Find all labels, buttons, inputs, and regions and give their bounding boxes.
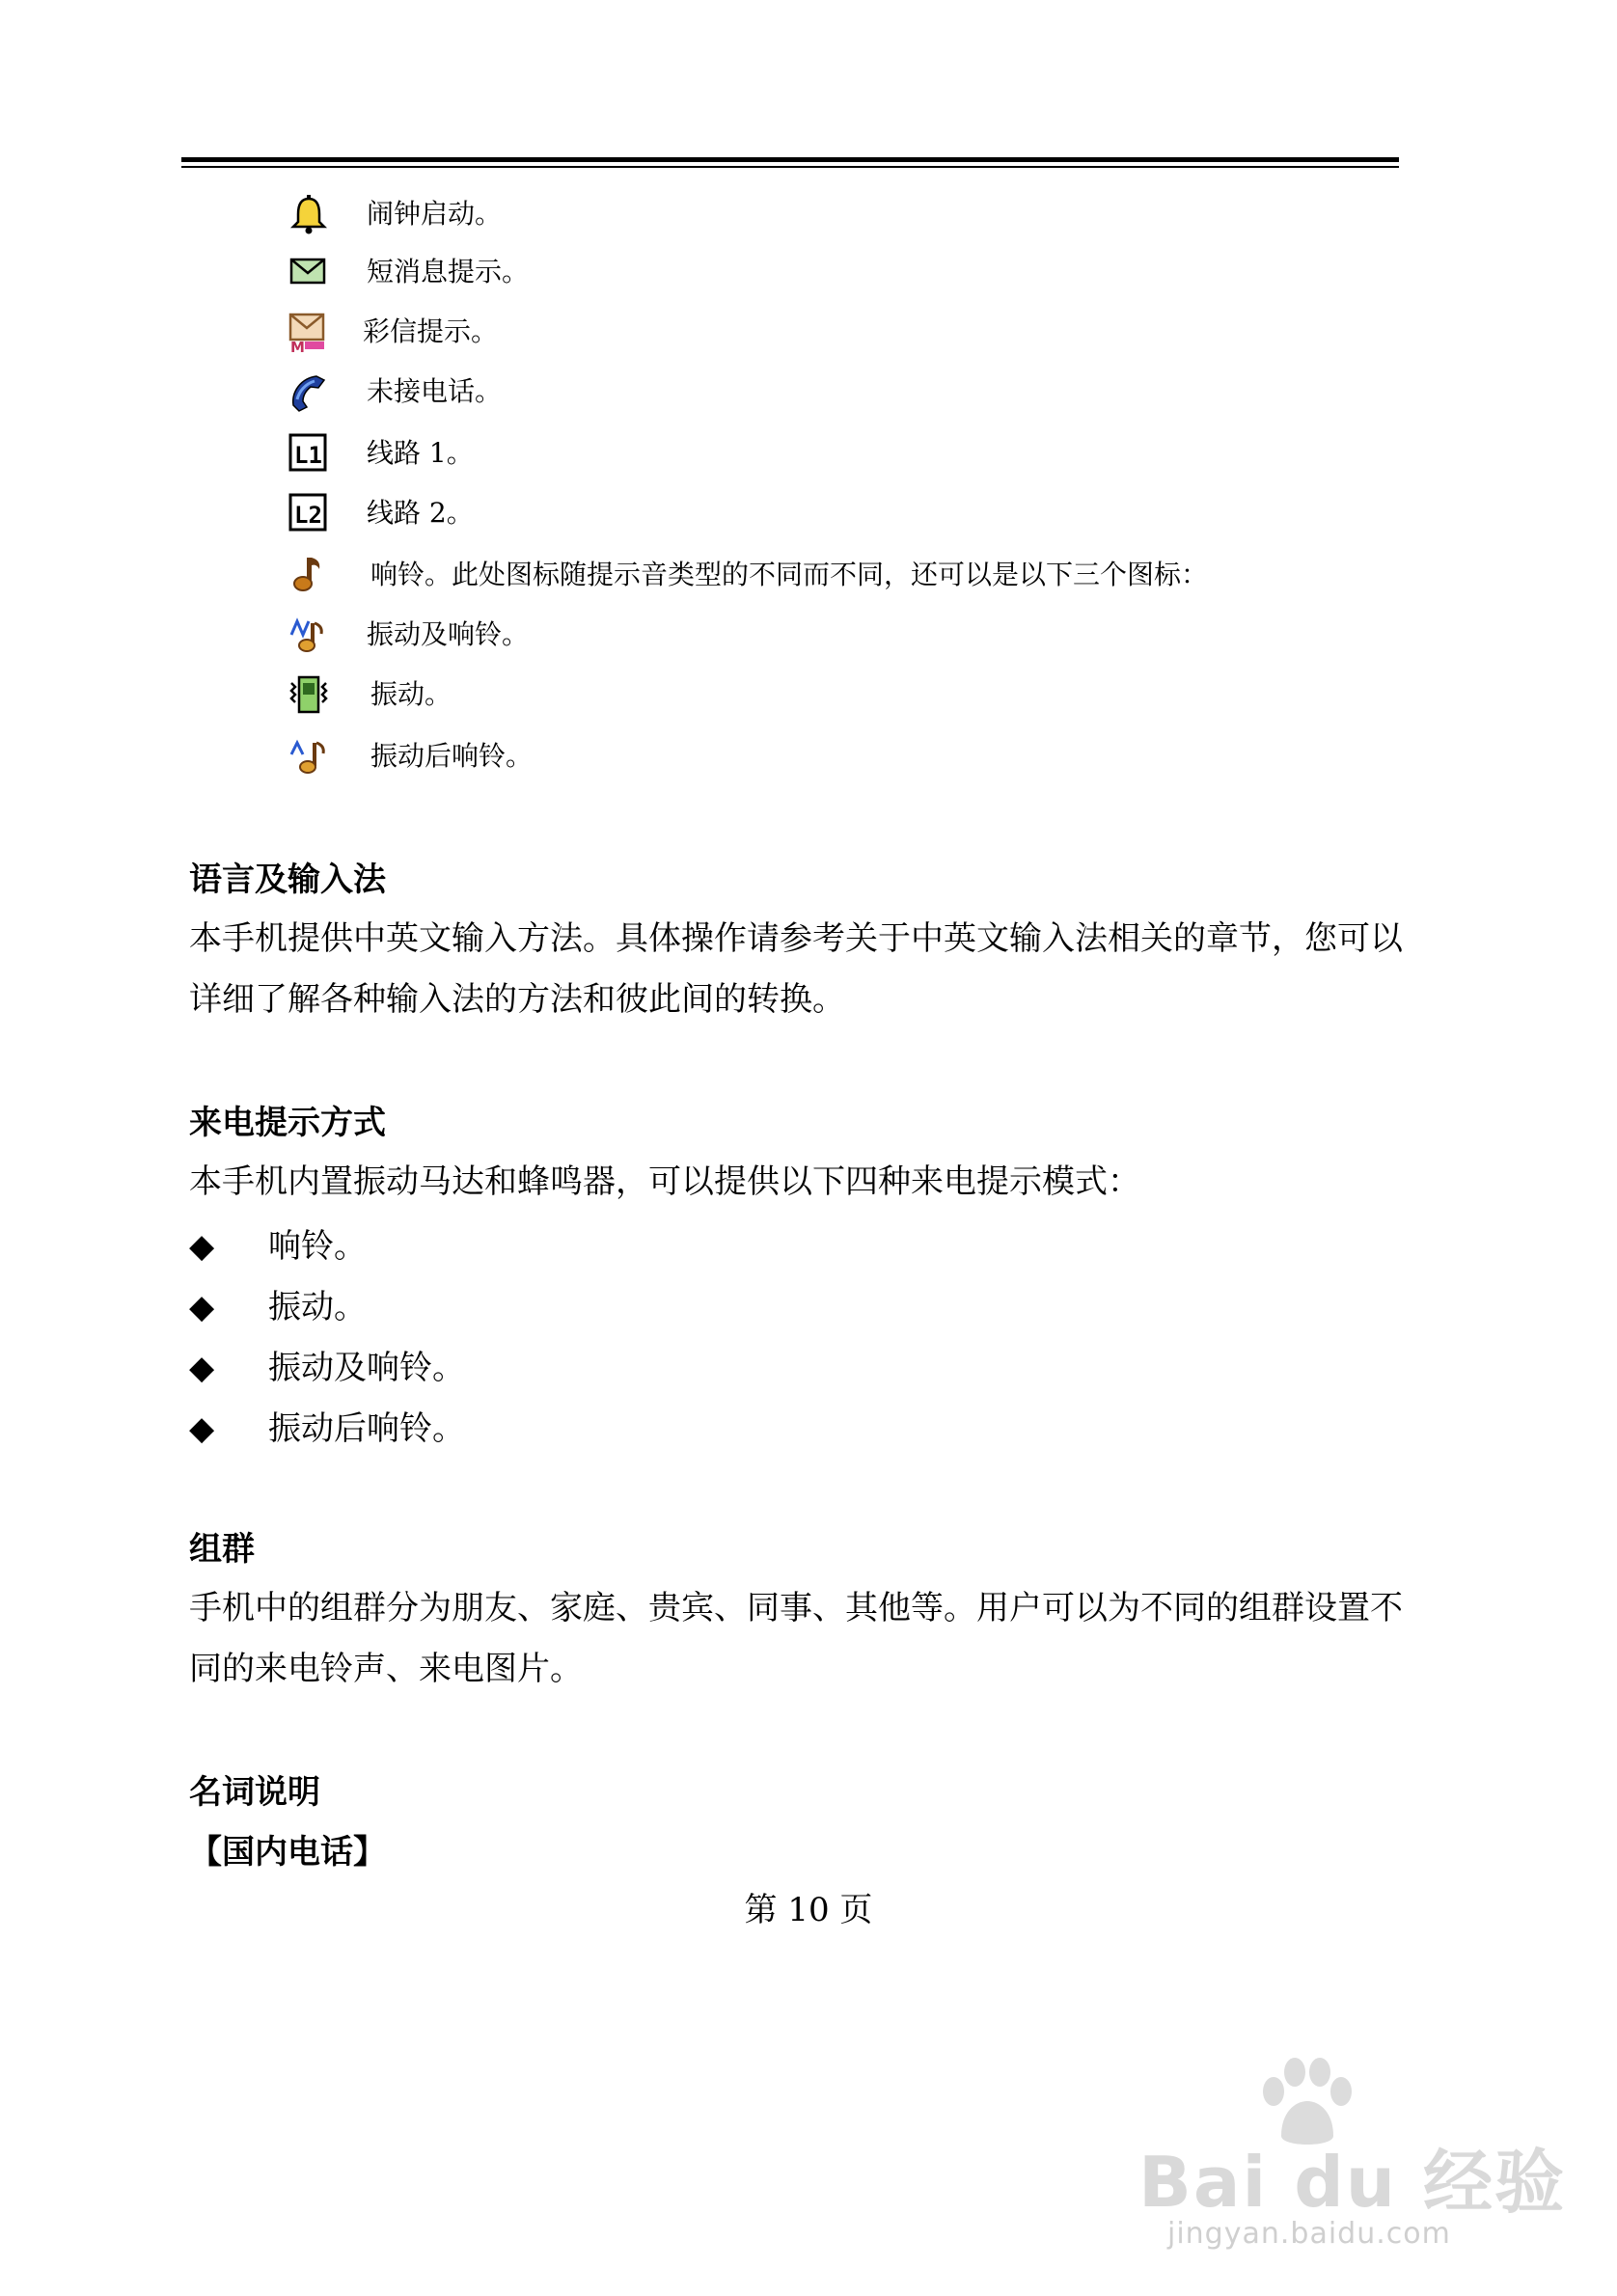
icon-legend-label: 线路 1。 <box>367 437 474 469</box>
envelope-icon <box>288 251 330 293</box>
line-2-icon <box>288 492 330 534</box>
watermark-url: jingyan.baidu.com <box>1167 2217 1451 2251</box>
watermark-brand: Bai du 经验 <box>1138 2142 1567 2223</box>
diamond-bullet-icon: ◆ <box>189 1288 215 1326</box>
icon-legend-label: 彩信提示。 <box>363 315 499 347</box>
diamond-bullet-icon: ◆ <box>189 1409 215 1448</box>
section-heading-language: 语言及输入法 <box>189 861 386 899</box>
section-intro-ring-mode: 本手机内置振动马达和蜂鸣器，可以提供以下四种来电提示模式： <box>189 1162 1140 1201</box>
list-item-text: 振动及响铃。 <box>268 1349 465 1387</box>
line-2-glyph: L2 <box>294 502 322 529</box>
page-number: 第 10 页 <box>744 1891 873 1929</box>
section-body-language: 本手机提供中英文输入方法。具体操作请参考关于中英文输入法相关的章节，您可以详细了解各种输入法的方法和彼此间的转换。 <box>189 919 1403 1019</box>
missed-call-handset-icon <box>288 370 330 413</box>
icon-legend-label: 未接电话。 <box>367 375 503 407</box>
mms-glyph: M <box>290 339 305 353</box>
header-rule-thick <box>181 157 1399 162</box>
list-item-text: 振动。 <box>268 1288 367 1326</box>
mms-envelope-icon <box>288 311 330 353</box>
baidu-jingyan-watermark <box>1138 2055 1567 2251</box>
alarm-bell-icon <box>288 193 330 235</box>
list-item-text: 振动后响铃。 <box>268 1409 465 1448</box>
diamond-bullet-icon: ◆ <box>189 1227 215 1266</box>
vibrate-and-ring-icon <box>288 614 330 656</box>
icon-legend-label: 闹钟启动。 <box>367 198 503 230</box>
icon-legend-label: 短消息提示。 <box>367 256 530 287</box>
ring-note-icon <box>288 554 330 596</box>
icon-legend-label: 振动。 <box>370 678 452 710</box>
section-body-groups: 手机中的组群分为朋友、家庭、贵宾、同事、其他等。用户可以为不同的组群设置不同的来电铃声、来电图片。 <box>189 1589 1403 1688</box>
icon-legend-label: 振动及响铃。 <box>367 618 530 650</box>
section-subheading-domestic-call: 【国内电话】 <box>189 1833 386 1872</box>
diamond-bullet-icon: ◆ <box>189 1349 215 1387</box>
icon-legend-label: 振动后响铃。 <box>370 740 534 772</box>
section-heading-glossary: 名词说明 <box>189 1773 320 1812</box>
line-1-glyph: L1 <box>294 442 322 469</box>
line-1-icon <box>288 432 330 475</box>
section-heading-ring-mode: 来电提示方式 <box>189 1104 386 1142</box>
list-item-text: 响铃。 <box>268 1227 367 1266</box>
icon-legend-label: 线路 2。 <box>367 497 474 529</box>
icon-legend-label: 响铃。此处图标随提示音类型的不同而不同，还可以是以下三个图标： <box>370 559 1209 590</box>
section-heading-groups: 组群 <box>189 1530 255 1569</box>
vibrate-icon <box>288 673 330 716</box>
vibrate-then-ring-icon <box>288 735 330 778</box>
header-rule-thin <box>181 166 1399 168</box>
